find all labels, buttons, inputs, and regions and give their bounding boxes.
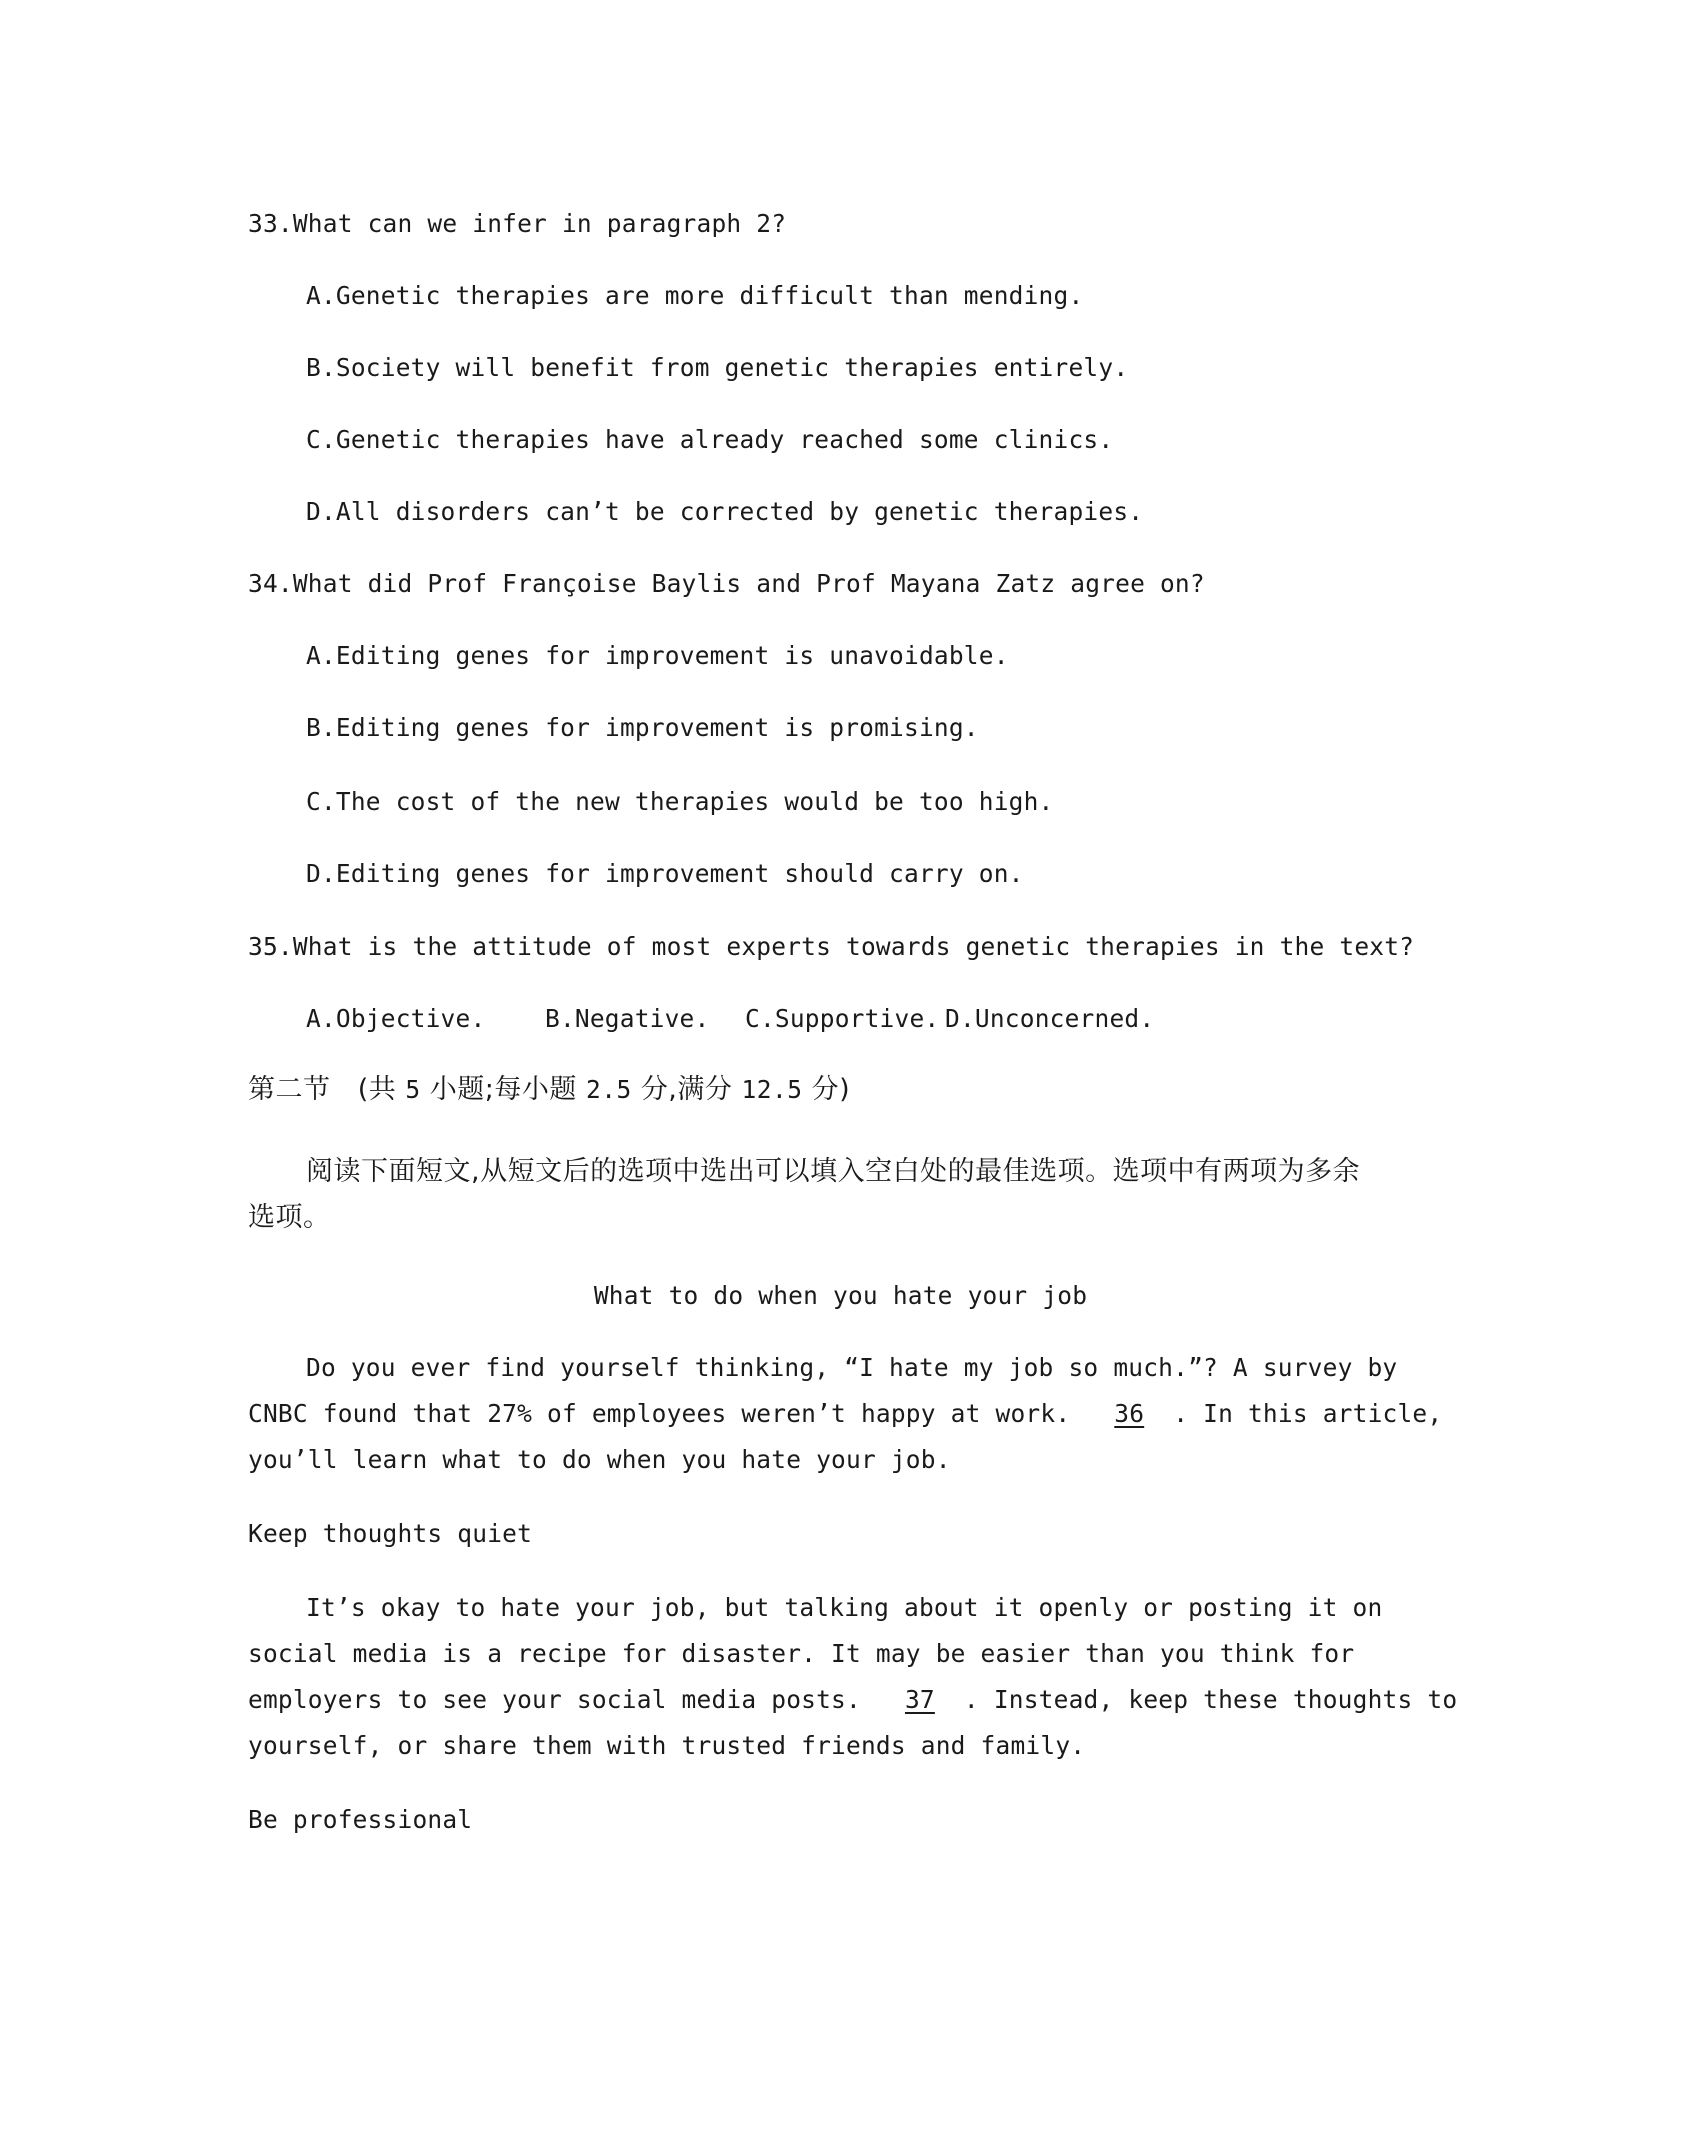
question-35-option-c: C.Supportive.: [745, 1004, 940, 1033]
blank-37: 37: [904, 1685, 935, 1714]
section-heading: [248, 1072, 850, 1108]
article-subhead-be-professional: Be professional: [248, 1805, 473, 1834]
article-p2-line3-tail: . Instead, keep these thoughts to: [963, 1685, 1458, 1714]
article-title: What to do when you hate your job: [593, 1281, 1088, 1310]
question-34-option-c: C.The cost of the new therapies would be too high.: [306, 787, 1054, 816]
section-heading-close: 分): [811, 1074, 851, 1105]
question-34-option-d: D.Editing genes for improvement should carry on.: [306, 859, 1024, 888]
question-34-stem: 34.What did Prof Françoise Baylis and Prof Mayana Zatz agree on?: [248, 569, 1205, 598]
article-p1-line2-text: CNBC found that 27% of employees weren’t happy at work.: [248, 1399, 1071, 1428]
question-33-option-d: D.All disorders can’t be corrected by genetic therapies.: [306, 497, 1144, 526]
question-35-option-d: D.Unconcerned.: [945, 1004, 1155, 1033]
section-instruction-line2: 选项。: [248, 1202, 331, 1233]
article-p2-line4: yourself, or share them with trusted friends and family.: [248, 1731, 1086, 1760]
question-33-stem: 33.What can we infer in paragraph 2?: [248, 209, 787, 238]
section-heading-open: (共: [357, 1074, 397, 1105]
section-heading-full: 分,满分: [640, 1074, 733, 1105]
section-points-each: 2.5: [585, 1075, 632, 1104]
article-p2-line3: [248, 1683, 1457, 1717]
question-33-option-b: B.Society will benefit from genetic therapies entirely.: [306, 353, 1129, 382]
article-p2-line2: social media is a recipe for disaster. It may be easier than you think for: [248, 1639, 1355, 1668]
article-p1-line2: [248, 1397, 1442, 1431]
article-p1-line2-tail: . In this article,: [1173, 1399, 1443, 1428]
question-35-stem: 35.What is the attitude of most experts towards genetic therapies in the text?: [248, 932, 1415, 961]
section-points-total: 12.5: [741, 1075, 803, 1104]
question-35-option-a: A.Objective.: [306, 1004, 486, 1033]
blank-36: 36: [1114, 1399, 1145, 1428]
article-p2-line1: It’s okay to hate your job, but talking about it openly or posting it on: [306, 1593, 1383, 1622]
article-p1-line3: you’ll learn what to do when you hate your job.: [248, 1445, 951, 1474]
question-35-option-b: B.Negative.: [545, 1004, 710, 1033]
section-question-count: 5: [405, 1075, 421, 1104]
article-p1-line1: Do you ever find yourself thinking, “I hate my job so much.”? A survey by: [306, 1353, 1398, 1382]
question-34-option-a: A.Editing genes for improvement is unavoidable.: [306, 641, 1009, 670]
article-subhead-keep-thoughts-quiet: Keep thoughts quiet: [248, 1519, 533, 1548]
question-34-option-b: B.Editing genes for improvement is promising.: [306, 713, 979, 742]
section-heading-mid: 小题;每小题: [429, 1074, 577, 1105]
article-p2-line3-text: employers to see your social media posts.: [248, 1685, 861, 1714]
question-33-option-a: A.Genetic therapies are more difficult than mending.: [306, 281, 1084, 310]
section-heading-label: 第二节: [248, 1074, 331, 1105]
question-33-option-c: C.Genetic therapies have already reached some clinics.: [306, 425, 1114, 454]
section-instruction-line1: 阅读下面短文,从短文后的选项中选出可以填入空白处的最佳选项。选项中有两项为多余: [306, 1156, 1361, 1187]
